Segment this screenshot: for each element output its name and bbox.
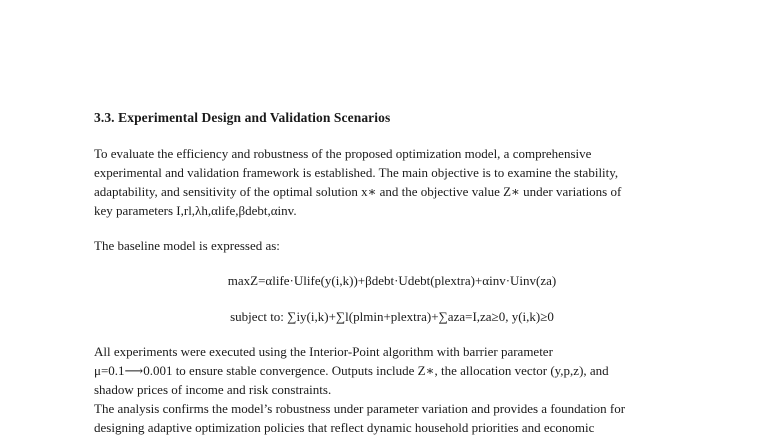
section-heading: 3.3. Experimental Design and Validation Scenarios [94,110,391,125]
closing-line-2: μ=0.1⟶0.001 to ensure stable convergence. Outputs include Z∗, the allocation vector (y,p,z), and [94,363,609,378]
closing-line-3: shadow prices of income and risk constraints. [94,382,332,397]
intro-line-1: To evaluate the efficiency and robustness of the proposed optimization model, a comprehensive [94,146,592,161]
objective-equation: maxZ=αlife·Ulife(y(i,k))+βdebt·Udebt(plextra)+αinv·Uinv(za) [227,273,557,288]
baseline-intro-paragraph [94,236,714,255]
intro-line-3: adaptability, and sensitivity of the optimal solution x∗ and the objective value Z∗ under variations of [94,184,622,199]
intro-paragraph [94,144,714,220]
intro-line-4: key parameters I,rl,λh,αlife,βdebt,αinv. [94,203,297,218]
closing-paragraph [94,342,714,437]
constraint-equation: subject to: ∑iy(i,k)+∑l(plmin+plextra)+∑aza=I,za≥0, y(i,k)≥0 [230,309,554,324]
closing-line-1: All experiments were executed using the Interior-Point algorithm with barrier parameter [94,344,553,359]
closing-line-5: designing adaptive optimization policies that reflect dynamic household priorities and economic [94,420,595,435]
intro-line-2: experimental and validation framework is established. The main objective is to examine the stability, [94,165,619,180]
closing-line-4: The analysis confirms the model’s robustness under parameter variation and provides a foundation for [94,401,626,416]
baseline-intro-text: The baseline model is expressed as: [94,238,280,253]
